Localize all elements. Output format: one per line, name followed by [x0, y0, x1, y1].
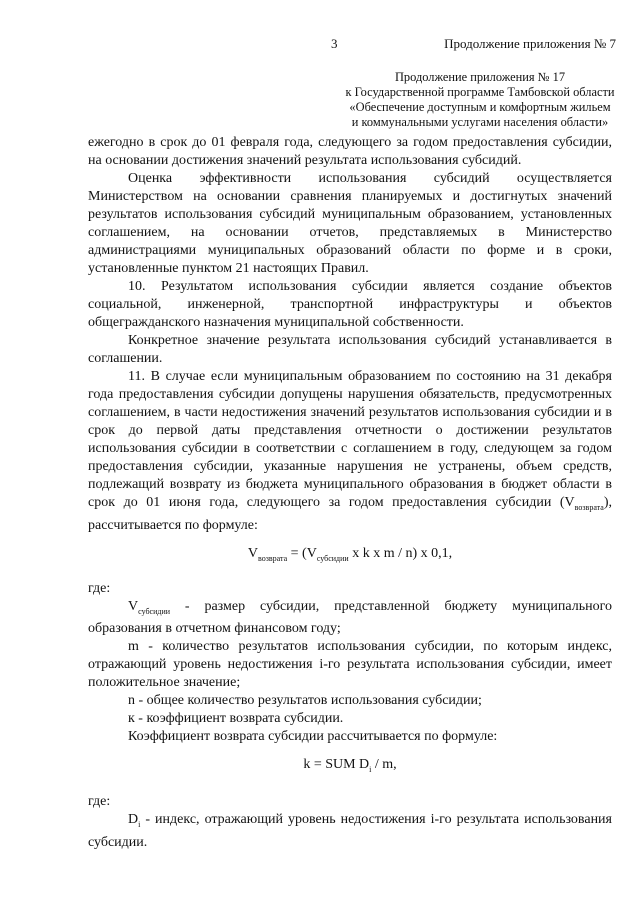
paragraph-11 [88, 368, 612, 535]
formula-end: x k x m / n) x 0,1, [348, 545, 453, 561]
formula-v-subscript: возврата [257, 553, 288, 563]
definition-m: m - количество результатов использования субсидии, по которым индекс, отражающий уровень недостижения i-го результата использования субсидии, имеет положительное значение; [88, 639, 612, 691]
page-number: 3 [331, 36, 338, 51]
appendix-line-4: и коммунальными услугами населения области» [351, 115, 609, 129]
paragraph-11-text: 11. В случае если муниципальным образованием по состоянию на 31 декабря года предоставления субсидии допущены нарушения обязательств, предусмотренных соглашением, в части недостижения значений результатов использования субсидии и в срок до первой даты представления отчетности о достижении результатов использования субсидии в соответствии с соглашением в году, следующем за годом предоставления субсидии, указанные нарушения не устранены, объем средств, подлежащий возврату из бюджета муниципального образования в бюджет области в срок до 01 июня года, следующего за годом предоставления субсидии (V [88, 369, 612, 510]
formula-v: V [247, 545, 258, 561]
paragraph-10: 10. Результатом использования субсидии является создание объектов социальной, инженерной, транспортной инфраструктуры и объектов общегражданского назначения муниципальной собственности. [88, 279, 612, 330]
v-return-subscript: возврата [574, 502, 604, 512]
formula-mid: = (V [287, 545, 317, 561]
definition-n: n - общее количество результатов использования субсидии; [128, 693, 482, 709]
formula2-start: k = SUM D [303, 757, 370, 773]
definition-k: к - коэффициент возврата субсидии. [128, 711, 344, 727]
formula-coefficient [88, 756, 612, 779]
formula2-subscript: i [369, 765, 372, 775]
def-d-text: - индекс, отражающий уровень недостижения i-го результата использования субсидии. [88, 812, 612, 850]
def-v-symbol: V [128, 598, 139, 614]
appendix-line-2: к Государственной программе Тамбовской области [345, 85, 615, 99]
where-label-1: где: [88, 580, 111, 596]
def-d-symbol: D [128, 812, 139, 828]
paragraph-coefficient: Коэффициент возврата субсидии рассчитывается по формуле: [128, 729, 498, 745]
def-v-text: - размер субсидии, представленной бюджету муниципального образования в отчетном финансовом году; [88, 598, 612, 637]
def-v-subscript: субсидии [138, 606, 170, 616]
document-body [88, 134, 612, 852]
where-label-2: где: [88, 794, 111, 810]
formula2-end: / m, [371, 757, 397, 773]
paragraph-11-end: ), рассчитывается по формуле: [88, 495, 612, 533]
definition-v-subsidy [88, 598, 612, 639]
definition-d [88, 811, 612, 852]
paragraph-specific-value: Конкретное значение результата использования субсидий устанавливается в соглашении. [88, 333, 612, 366]
paragraph-evaluation: Оценка эффективности использования субсидий осуществляется Министерством на основании сравнения планируемых и достигнутых значений результатов использования субсидий муниципальным образованием, установленных соглашением, на основании отчетов, представляемых в Министерство администрациями муниципальных образований области по форме и в сроки, установленные пунктом 21 настоящих Правил. [88, 171, 612, 276]
page-header [0, 36, 640, 54]
formula-return [88, 545, 612, 568]
paragraph-deadline: ежегодно в срок до 01 февраля года, следующего за годом предоставления субсидии, на основании достижения значений результата использования субсидий. [88, 135, 612, 168]
def-d-subscript: i [138, 819, 141, 829]
appendix-line-3: «Обеспечение доступным и комфортным жильем [349, 100, 611, 114]
continuation-label: Продолжение приложения № 7 [444, 36, 616, 51]
appendix-line-1: Продолжение приложения № 17 [394, 70, 566, 84]
appendix-heading [330, 70, 630, 130]
formula-subsidy-subscript: субсидии [316, 553, 349, 563]
